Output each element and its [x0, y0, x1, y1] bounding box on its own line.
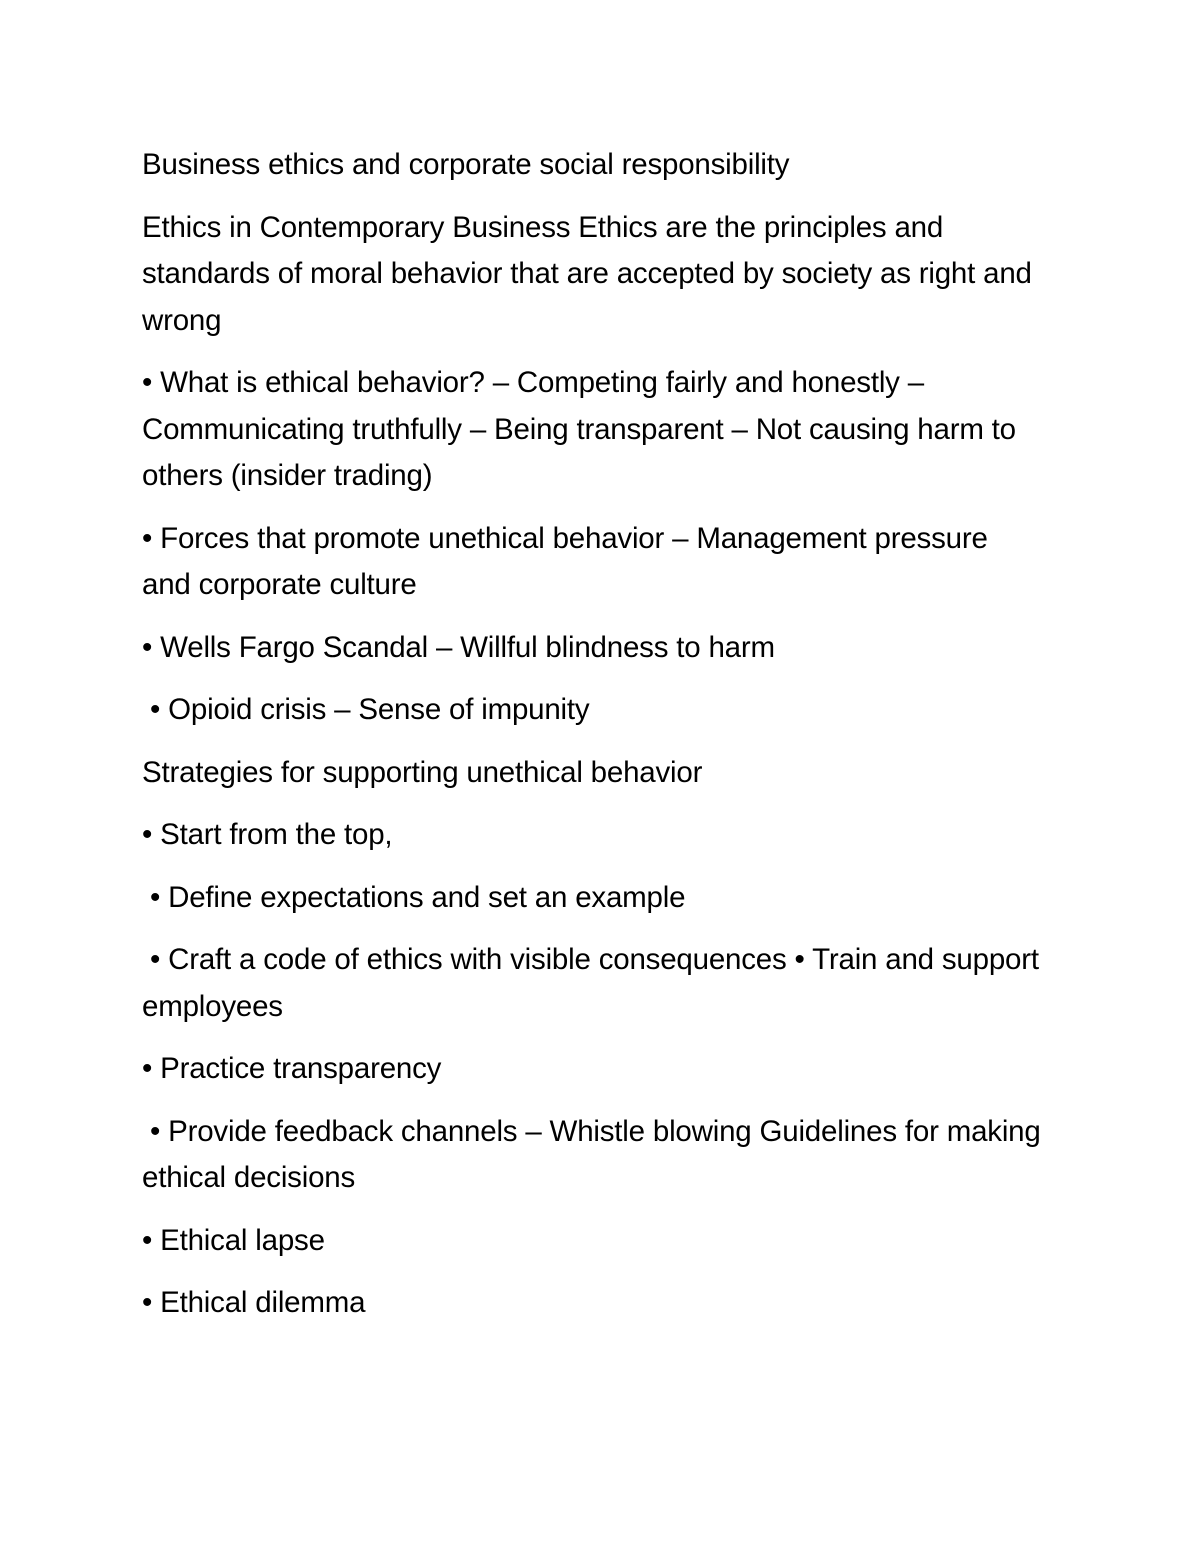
document-title: Business ethics and corporate social responsibility: [142, 148, 790, 181]
bullet-ethical-lapse: • Ethical lapse: [142, 1223, 325, 1257]
strategies-heading: Strategies for supporting unethical behavior: [142, 755, 703, 789]
bullet-start-top: • Start from the top,: [142, 818, 393, 851]
bullet-unethical-forces: • Forces that promote unethical behavior – Management pressure and corporate culture: [142, 521, 996, 601]
bullet-wells-fargo: • Wells Fargo Scandal – Willful blindness to harm: [142, 630, 775, 664]
bullet-opioid-crisis: • Opioid crisis – Sense of impunity: [142, 693, 590, 726]
bullet-transparency: • Practice transparency: [142, 1052, 442, 1085]
bullet-ethical-dilemma: • Ethical dilemma: [142, 1286, 366, 1319]
document-body: [142, 142, 1049, 1343]
intro-paragraph: Ethics in Contemporary Business Ethics are the principles and standards of moral behavior that are accepted by society as right and wrong: [142, 210, 1040, 337]
bullet-define-expectations: • Define expectations and set an example: [142, 880, 686, 914]
bullet-ethical-behavior: • What is ethical behavior? – Competing fairly and honestly – Communicating truthfully – Being transparent – Not causing harm to others (insider trading): [142, 366, 1024, 492]
bullet-code-of-ethics: • Craft a code of ethics with visible consequences • Train and support employees: [142, 943, 1047, 1023]
bullet-feedback-channels: • Provide feedback channels – Whistle blowing Guidelines for making ethical decisions: [142, 1114, 1049, 1194]
